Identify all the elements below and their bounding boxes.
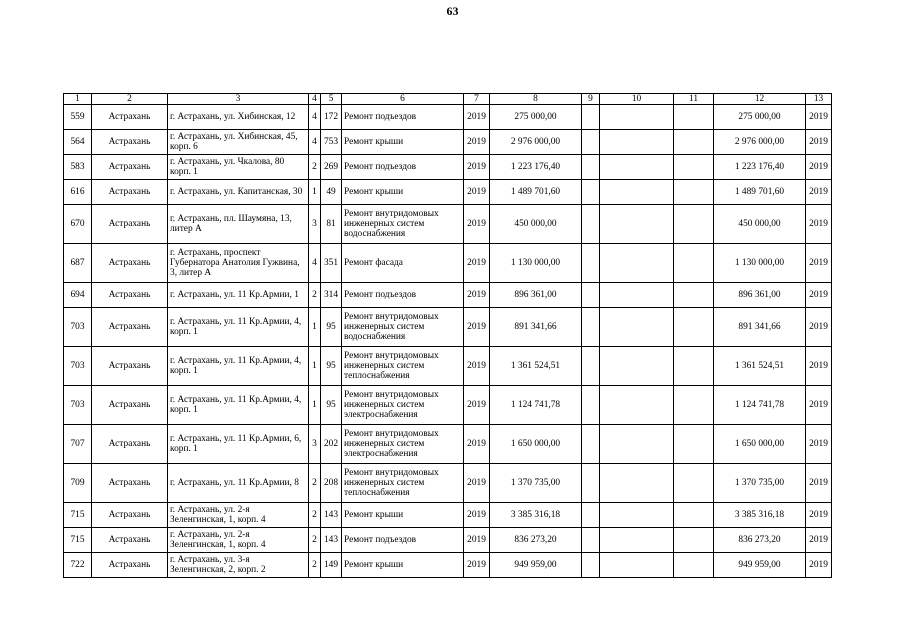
year-end-cell: 2019	[806, 347, 832, 386]
total-cell: 1 124 741,78	[714, 386, 806, 425]
year-cell: 2019	[464, 244, 490, 283]
column-9-cell	[582, 425, 600, 464]
column-10-cell	[600, 308, 674, 347]
column-10-cell	[600, 130, 674, 155]
row-number: 703	[64, 308, 92, 347]
column-header: 11	[674, 94, 714, 105]
year-cell: 2019	[464, 347, 490, 386]
city-cell: Астрахань	[92, 503, 168, 528]
year-end-cell: 2019	[806, 386, 832, 425]
header-row	[64, 94, 832, 105]
table-row	[64, 425, 832, 464]
page-number: 63	[446, 4, 459, 18]
amount-cell: 450 000,00	[490, 205, 582, 244]
column-11-cell	[674, 503, 714, 528]
year-cell: 2019	[464, 308, 490, 347]
total-cell: 1 223 176,40	[714, 155, 806, 180]
column-10-cell	[600, 205, 674, 244]
table-row	[64, 180, 832, 205]
column-9-cell	[582, 130, 600, 155]
column-4-cell: 4	[309, 105, 321, 130]
year-end-cell: 2019	[806, 155, 832, 180]
address-cell: г. Астрахань, проспект Губернатора Анатолия Гужвина, 3, литер А	[168, 244, 309, 283]
total-cell: 275 000,00	[714, 105, 806, 130]
column-4-cell: 1	[309, 308, 321, 347]
column-10-cell	[600, 386, 674, 425]
amount-cell: 836 273,20	[490, 528, 582, 553]
amount-cell: 2 976 000,00	[490, 130, 582, 155]
table-row	[64, 386, 832, 425]
column-11-cell	[674, 105, 714, 130]
year-cell: 2019	[464, 503, 490, 528]
year-cell: 2019	[464, 386, 490, 425]
year-cell: 2019	[464, 283, 490, 308]
table-row	[64, 244, 832, 283]
year-end-cell: 2019	[806, 180, 832, 205]
row-number: 709	[64, 464, 92, 503]
address-cell: г. Астрахань, ул. 11 Кр.Армии, 6, корп. 1	[168, 425, 309, 464]
total-cell: 891 341,66	[714, 308, 806, 347]
amount-cell: 1 489 701,60	[490, 180, 582, 205]
column-9-cell	[582, 553, 600, 578]
column-header: 13	[806, 94, 832, 105]
column-4-cell: 3	[309, 425, 321, 464]
city-cell: Астрахань	[92, 308, 168, 347]
address-cell: г. Астрахань, ул. Чкалова, 80 корп. 1	[168, 155, 309, 180]
column-5-cell: 314	[321, 283, 342, 308]
column-9-cell	[582, 308, 600, 347]
column-5-cell: 49	[321, 180, 342, 205]
address-cell: г. Астрахань, ул. 11 Кр.Армии, 4, корп. 1	[168, 308, 309, 347]
row-number: 687	[64, 244, 92, 283]
work-type-cell: Ремонт подъездов	[342, 105, 464, 130]
city-cell: Астрахань	[92, 425, 168, 464]
column-4-cell: 2	[309, 503, 321, 528]
work-type-cell: Ремонт внутридомовых инженерных систем электроснабжения	[342, 425, 464, 464]
city-cell: Астрахань	[92, 528, 168, 553]
column-header: 5	[321, 94, 342, 105]
column-4-cell: 2	[309, 464, 321, 503]
column-10-cell	[600, 528, 674, 553]
column-header: 6	[342, 94, 464, 105]
column-9-cell	[582, 528, 600, 553]
column-11-cell	[674, 180, 714, 205]
column-4-cell: 2	[309, 553, 321, 578]
work-type-cell: Ремонт внутридомовых инженерных систем электроснабжения	[342, 386, 464, 425]
column-header: 7	[464, 94, 490, 105]
address-cell: г. Астрахань, ул. 2-я Зеленгинская, 1, корп. 4	[168, 528, 309, 553]
row-number: 559	[64, 105, 92, 130]
city-cell: Астрахань	[92, 155, 168, 180]
table-row	[64, 155, 832, 180]
table-row	[64, 308, 832, 347]
table-row	[64, 464, 832, 503]
column-5-cell: 143	[321, 528, 342, 553]
work-type-cell: Ремонт внутридомовых инженерных систем водоснабжения	[342, 205, 464, 244]
column-header: 3	[168, 94, 309, 105]
year-cell: 2019	[464, 553, 490, 578]
row-number: 564	[64, 130, 92, 155]
amount-cell: 896 361,00	[490, 283, 582, 308]
table-row	[64, 205, 832, 244]
column-10-cell	[600, 105, 674, 130]
work-type-cell: Ремонт крыши	[342, 180, 464, 205]
column-10-cell	[600, 283, 674, 308]
column-11-cell	[674, 155, 714, 180]
amount-cell: 1 361 524,51	[490, 347, 582, 386]
table-row	[64, 503, 832, 528]
year-end-cell: 2019	[806, 528, 832, 553]
row-number: 715	[64, 503, 92, 528]
column-10-cell	[600, 553, 674, 578]
year-end-cell: 2019	[806, 503, 832, 528]
table-row	[64, 553, 832, 578]
column-10-cell	[600, 244, 674, 283]
column-11-cell	[674, 528, 714, 553]
column-11-cell	[674, 347, 714, 386]
city-cell: Астрахань	[92, 386, 168, 425]
year-end-cell: 2019	[806, 283, 832, 308]
address-cell: г. Астрахань, ул. Хибинская, 45, корп. 6	[168, 130, 309, 155]
table-row	[64, 283, 832, 308]
year-end-cell: 2019	[806, 244, 832, 283]
city-cell: Астрахань	[92, 553, 168, 578]
city-cell: Астрахань	[92, 283, 168, 308]
column-10-cell	[600, 180, 674, 205]
address-cell: г. Астрахань, ул. 11 Кр.Армии, 4, корп. 1	[168, 347, 309, 386]
year-end-cell: 2019	[806, 553, 832, 578]
year-end-cell: 2019	[806, 308, 832, 347]
row-number: 707	[64, 425, 92, 464]
column-11-cell	[674, 308, 714, 347]
year-end-cell: 2019	[806, 105, 832, 130]
address-cell: г. Астрахань, ул. Капитанская, 30	[168, 180, 309, 205]
column-11-cell	[674, 244, 714, 283]
total-cell: 3 385 316,18	[714, 503, 806, 528]
column-4-cell: 1	[309, 180, 321, 205]
column-5-cell: 149	[321, 553, 342, 578]
total-cell: 1 489 701,60	[714, 180, 806, 205]
column-10-cell	[600, 155, 674, 180]
row-number: 616	[64, 180, 92, 205]
column-11-cell	[674, 464, 714, 503]
total-cell: 896 361,00	[714, 283, 806, 308]
city-cell: Астрахань	[92, 205, 168, 244]
year-end-cell: 2019	[806, 130, 832, 155]
column-header: 2	[92, 94, 168, 105]
column-5-cell: 95	[321, 386, 342, 425]
column-header: 8	[490, 94, 582, 105]
column-5-cell: 81	[321, 205, 342, 244]
total-cell: 2 976 000,00	[714, 130, 806, 155]
city-cell: Астрахань	[92, 464, 168, 503]
year-end-cell: 2019	[806, 205, 832, 244]
column-5-cell: 269	[321, 155, 342, 180]
column-4-cell: 4	[309, 130, 321, 155]
row-number: 703	[64, 386, 92, 425]
year-cell: 2019	[464, 464, 490, 503]
address-cell: г. Астрахань, ул. 11 Кр.Армии, 4, корп. 1	[168, 386, 309, 425]
column-4-cell: 1	[309, 347, 321, 386]
column-11-cell	[674, 130, 714, 155]
column-5-cell: 351	[321, 244, 342, 283]
amount-cell: 891 341,66	[490, 308, 582, 347]
table-row	[64, 105, 832, 130]
column-9-cell	[582, 347, 600, 386]
column-4-cell: 2	[309, 155, 321, 180]
column-4-cell: 2	[309, 528, 321, 553]
total-cell: 450 000,00	[714, 205, 806, 244]
address-cell: г. Астрахань, ул. 3-я Зеленгинская, 2, корп. 2	[168, 553, 309, 578]
row-number: 715	[64, 528, 92, 553]
year-cell: 2019	[464, 180, 490, 205]
table-row	[64, 528, 832, 553]
work-type-cell: Ремонт подъездов	[342, 283, 464, 308]
column-11-cell	[674, 283, 714, 308]
column-11-cell	[674, 553, 714, 578]
work-type-cell: Ремонт крыши	[342, 130, 464, 155]
total-cell: 1 361 524,51	[714, 347, 806, 386]
year-cell: 2019	[464, 105, 490, 130]
column-9-cell	[582, 464, 600, 503]
column-10-cell	[600, 503, 674, 528]
column-11-cell	[674, 205, 714, 244]
column-10-cell	[600, 425, 674, 464]
amount-cell: 1 223 176,40	[490, 155, 582, 180]
address-cell: г. Астрахань, ул. Хибинская, 12	[168, 105, 309, 130]
work-type-cell: Ремонт подъездов	[342, 155, 464, 180]
address-cell: г. Астрахань, ул. 11 Кр.Армии, 8	[168, 464, 309, 503]
column-9-cell	[582, 105, 600, 130]
amount-cell: 1 650 000,00	[490, 425, 582, 464]
amount-cell: 1 370 735,00	[490, 464, 582, 503]
column-5-cell: 172	[321, 105, 342, 130]
year-cell: 2019	[464, 205, 490, 244]
column-header: 1	[64, 94, 92, 105]
work-type-cell: Ремонт крыши	[342, 503, 464, 528]
column-5-cell: 753	[321, 130, 342, 155]
address-cell: г. Астрахань, ул. 11 Кр.Армии, 1	[168, 283, 309, 308]
data-table	[63, 93, 832, 578]
column-header: 9	[582, 94, 600, 105]
column-9-cell	[582, 155, 600, 180]
column-9-cell	[582, 205, 600, 244]
city-cell: Астрахань	[92, 105, 168, 130]
column-9-cell	[582, 180, 600, 205]
column-10-cell	[600, 347, 674, 386]
column-9-cell	[582, 503, 600, 528]
column-header: 4	[309, 94, 321, 105]
column-5-cell: 208	[321, 464, 342, 503]
address-cell: г. Астрахань, ул. 2-я Зеленгинская, 1, корп. 4	[168, 503, 309, 528]
city-cell: Астрахань	[92, 244, 168, 283]
table-row	[64, 130, 832, 155]
total-cell: 1 650 000,00	[714, 425, 806, 464]
column-5-cell: 95	[321, 347, 342, 386]
amount-cell: 3 385 316,18	[490, 503, 582, 528]
year-cell: 2019	[464, 528, 490, 553]
column-11-cell	[674, 425, 714, 464]
column-4-cell: 2	[309, 283, 321, 308]
total-cell: 1 370 735,00	[714, 464, 806, 503]
column-4-cell: 3	[309, 205, 321, 244]
work-type-cell: Ремонт подъездов	[342, 528, 464, 553]
column-9-cell	[582, 386, 600, 425]
work-type-cell: Ремонт внутридомовых инженерных систем водоснабжения	[342, 308, 464, 347]
year-cell: 2019	[464, 130, 490, 155]
column-5-cell: 202	[321, 425, 342, 464]
address-cell: г. Астрахань, пл. Шаумяна, 13, литер А	[168, 205, 309, 244]
amount-cell: 1 130 000,00	[490, 244, 582, 283]
total-cell: 949 959,00	[714, 553, 806, 578]
city-cell: Астрахань	[92, 180, 168, 205]
column-11-cell	[674, 386, 714, 425]
column-9-cell	[582, 283, 600, 308]
column-9-cell	[582, 244, 600, 283]
column-10-cell	[600, 464, 674, 503]
amount-cell: 275 000,00	[490, 105, 582, 130]
column-5-cell: 143	[321, 503, 342, 528]
table-row	[64, 347, 832, 386]
year-cell: 2019	[464, 425, 490, 464]
column-5-cell: 95	[321, 308, 342, 347]
row-number: 583	[64, 155, 92, 180]
amount-cell: 949 959,00	[490, 553, 582, 578]
column-header: 10	[600, 94, 674, 105]
city-cell: Астрахань	[92, 347, 168, 386]
year-cell: 2019	[464, 155, 490, 180]
year-end-cell: 2019	[806, 464, 832, 503]
column-header: 12	[714, 94, 806, 105]
work-type-cell: Ремонт фасада	[342, 244, 464, 283]
year-end-cell: 2019	[806, 425, 832, 464]
work-type-cell: Ремонт внутридомовых инженерных систем теплоснабжения	[342, 464, 464, 503]
column-4-cell: 4	[309, 244, 321, 283]
row-number: 703	[64, 347, 92, 386]
total-cell: 836 273,20	[714, 528, 806, 553]
row-number: 722	[64, 553, 92, 578]
city-cell: Астрахань	[92, 130, 168, 155]
work-type-cell: Ремонт крыши	[342, 553, 464, 578]
amount-cell: 1 124 741,78	[490, 386, 582, 425]
total-cell: 1 130 000,00	[714, 244, 806, 283]
row-number: 694	[64, 283, 92, 308]
row-number: 670	[64, 205, 92, 244]
column-4-cell: 1	[309, 386, 321, 425]
work-type-cell: Ремонт внутридомовых инженерных систем теплоснабжения	[342, 347, 464, 386]
